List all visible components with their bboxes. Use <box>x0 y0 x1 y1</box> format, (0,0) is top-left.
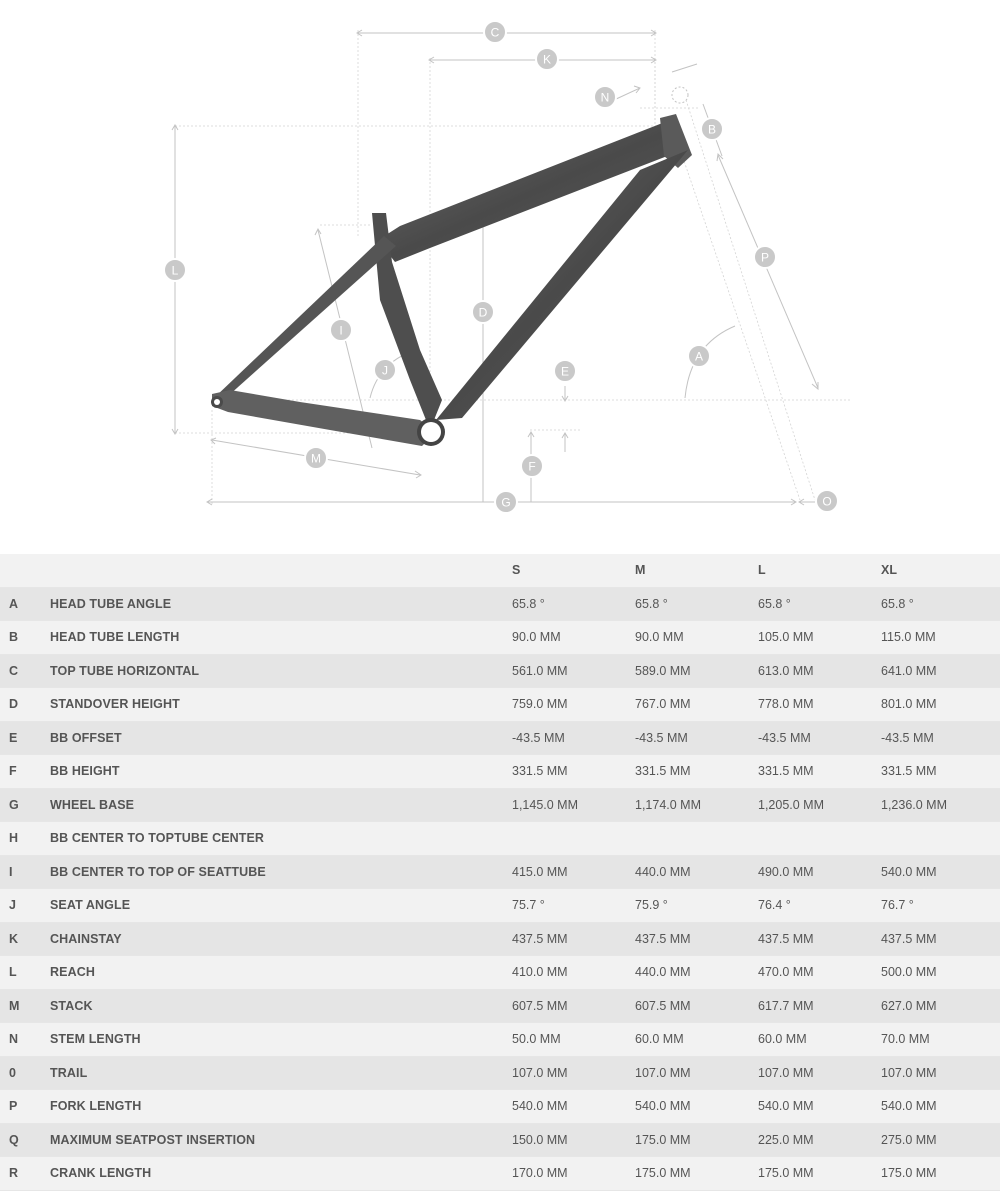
value-s: 540.0 MM <box>512 1099 568 1114</box>
value-m: 65.8 ° <box>635 596 668 611</box>
row-label: TOP TUBE HORIZONTAL <box>50 663 200 678</box>
size-header-l: L <box>758 563 766 578</box>
row-letter: K <box>9 931 19 946</box>
row-letter: L <box>9 965 17 980</box>
row-letter: M <box>9 998 20 1013</box>
construction-lines <box>175 30 850 505</box>
value-s: 415.0 MM <box>512 864 568 879</box>
table-row <box>0 990 1000 1024</box>
row-letter: F <box>9 764 17 779</box>
row-letter: I <box>9 864 13 879</box>
row-label: TRAIL <box>50 1065 88 1080</box>
value-xl: -43.5 MM <box>881 730 934 745</box>
marker-b <box>701 118 723 140</box>
marker-a <box>688 345 710 367</box>
svg-text:E: E <box>560 364 570 379</box>
svg-text:M: M <box>311 451 321 466</box>
value-l: 1,205.0 MM <box>758 797 825 812</box>
value-l: 225.0 MM <box>758 1132 814 1147</box>
svg-text:N: N <box>600 90 610 105</box>
marker-i <box>330 319 352 341</box>
svg-text:P: P <box>760 250 770 265</box>
value-xl: 275.0 MM <box>881 1132 937 1147</box>
svg-text:F: F <box>528 459 536 474</box>
row-label: STANDOVER HEIGHT <box>50 697 180 712</box>
table-row <box>0 1090 1000 1124</box>
row-label: SEAT ANGLE <box>50 898 131 913</box>
value-xl: 65.8 ° <box>881 596 914 611</box>
value-xl: 175.0 MM <box>881 1166 937 1181</box>
value-m: 60.0 MM <box>635 1032 684 1047</box>
table-row <box>0 655 1000 689</box>
table-row <box>0 856 1000 890</box>
value-m: 540.0 MM <box>635 1099 691 1114</box>
value-s: 331.5 MM <box>512 764 568 779</box>
value-l: 437.5 MM <box>758 931 814 946</box>
row-letter: A <box>9 596 19 611</box>
table-row <box>0 588 1000 622</box>
frame-geometry-diagram <box>0 0 1000 552</box>
value-l: 490.0 MM <box>758 864 814 879</box>
marker-m <box>164 259 186 281</box>
row-letter: B <box>9 630 19 645</box>
svg-text:O: O <box>822 494 832 509</box>
value-l: 65.8 ° <box>758 596 791 611</box>
row-label: BB HEIGHT <box>50 764 120 779</box>
row-letter: D <box>9 697 19 712</box>
value-xl: 107.0 MM <box>881 1065 937 1080</box>
row-letter: H <box>9 831 19 846</box>
bike-frame <box>211 114 692 446</box>
value-xl: 540.0 MM <box>881 1099 937 1114</box>
value-m: 331.5 MM <box>635 764 691 779</box>
value-xl: 331.5 MM <box>881 764 937 779</box>
value-l: 331.5 MM <box>758 764 814 779</box>
value-m: 90.0 MM <box>635 630 684 645</box>
marker-o <box>816 490 838 512</box>
row-label: CHAINSTAY <box>50 931 122 946</box>
value-xl: 801.0 MM <box>881 697 937 712</box>
row-label: FORK LENGTH <box>50 1099 142 1114</box>
value-xl: 437.5 MM <box>881 931 937 946</box>
row-label: MAXIMUM SEATPOST INSERTION <box>50 1132 256 1147</box>
svg-text:J: J <box>382 363 388 378</box>
value-m: 440.0 MM <box>635 864 691 879</box>
value-xl: 70.0 MM <box>881 1032 930 1047</box>
marker-d <box>472 301 494 323</box>
table-row <box>0 956 1000 990</box>
value-l: 613.0 MM <box>758 663 814 678</box>
marker-e <box>554 360 576 382</box>
marker-n <box>594 86 616 108</box>
value-xl: 500.0 MM <box>881 965 937 980</box>
marker-j <box>374 359 396 381</box>
value-s: 607.5 MM <box>512 998 568 1013</box>
value-l: -43.5 MM <box>758 730 811 745</box>
size-header-m: M <box>635 563 646 578</box>
row-label: HEAD TUBE ANGLE <box>50 596 172 611</box>
value-l: 107.0 MM <box>758 1065 814 1080</box>
row-label: STEM LENGTH <box>50 1032 141 1047</box>
value-s: 410.0 MM <box>512 965 568 980</box>
size-header-s: S <box>512 563 521 578</box>
value-m: 589.0 MM <box>635 663 691 678</box>
row-label: BB CENTER TO TOPTUBE CENTER <box>50 831 265 846</box>
value-s: 437.5 MM <box>512 931 568 946</box>
row-label: BB CENTER TO TOP OF SEATTUBE <box>50 864 266 879</box>
value-l: 60.0 MM <box>758 1032 807 1047</box>
svg-text:D: D <box>478 305 488 320</box>
value-s: 759.0 MM <box>512 697 568 712</box>
value-m: 767.0 MM <box>635 697 691 712</box>
geometry-table <box>0 554 1000 1191</box>
value-s: 561.0 MM <box>512 663 568 678</box>
marker-k <box>305 447 327 469</box>
dimension-lines <box>172 30 818 505</box>
value-l: 175.0 MM <box>758 1166 814 1181</box>
value-l: 778.0 MM <box>758 697 814 712</box>
row-label: WHEEL BASE <box>50 797 135 812</box>
row-letter: 0 <box>9 1065 16 1080</box>
svg-text:A: A <box>694 349 704 364</box>
value-xl: 627.0 MM <box>881 998 937 1013</box>
value-s: 1,145.0 MM <box>512 797 579 812</box>
value-s: 75.7 ° <box>512 898 545 913</box>
value-l: 105.0 MM <box>758 630 814 645</box>
value-xl: 1,236.0 MM <box>881 797 948 812</box>
marker-f <box>521 455 543 477</box>
value-s: -43.5 MM <box>512 730 565 745</box>
table-row <box>0 1157 1000 1191</box>
marker-p <box>754 246 776 268</box>
value-xl: 641.0 MM <box>881 663 937 678</box>
table-row <box>0 1057 1000 1091</box>
value-m: 175.0 MM <box>635 1132 691 1147</box>
dimension-markers <box>164 21 838 513</box>
row-letter: P <box>9 1099 18 1114</box>
value-s: 50.0 MM <box>512 1032 561 1047</box>
value-m: -43.5 MM <box>635 730 688 745</box>
value-s: 90.0 MM <box>512 630 561 645</box>
value-m: 437.5 MM <box>635 931 691 946</box>
row-letter: R <box>9 1166 19 1181</box>
value-l: 540.0 MM <box>758 1099 814 1114</box>
row-letter: G <box>9 797 19 812</box>
svg-text:B: B <box>707 122 717 137</box>
value-l: 617.7 MM <box>758 998 814 1013</box>
value-m: 607.5 MM <box>635 998 691 1013</box>
row-label: STACK <box>50 998 93 1013</box>
value-xl: 115.0 MM <box>881 630 936 645</box>
table-row <box>0 722 1000 756</box>
table-row <box>0 621 1000 655</box>
row-letter: E <box>9 730 18 745</box>
table-row <box>0 789 1000 823</box>
value-xl: 76.7 ° <box>881 898 914 913</box>
size-header-xl: XL <box>881 563 897 578</box>
table-row <box>0 688 1000 722</box>
row-label: REACH <box>50 965 95 980</box>
svg-text:G: G <box>501 495 511 510</box>
value-s: 65.8 ° <box>512 596 545 611</box>
svg-text:I: I <box>339 323 343 338</box>
marker-l <box>536 48 558 70</box>
value-m: 75.9 ° <box>635 898 668 913</box>
value-l: 76.4 ° <box>758 898 791 913</box>
svg-text:C: C <box>490 25 500 40</box>
table-row <box>0 923 1000 957</box>
row-label: CRANK LENGTH <box>50 1166 152 1181</box>
value-s: 150.0 MM <box>512 1132 568 1147</box>
marker-c <box>484 21 506 43</box>
value-m: 175.0 MM <box>635 1166 691 1181</box>
marker-g <box>495 491 517 513</box>
table-row <box>0 822 1000 856</box>
row-label: HEAD TUBE LENGTH <box>50 630 180 645</box>
table-row <box>0 755 1000 789</box>
row-letter: N <box>9 1032 19 1047</box>
row-letter: J <box>9 898 16 913</box>
row-letter: C <box>9 663 19 678</box>
svg-text:L: L <box>171 263 179 278</box>
value-l: 470.0 MM <box>758 965 814 980</box>
value-xl: 540.0 MM <box>881 864 937 879</box>
value-s: 107.0 MM <box>512 1065 568 1080</box>
row-letter: Q <box>9 1132 19 1147</box>
table-row <box>0 889 1000 923</box>
table-header <box>0 554 1000 588</box>
row-label: BB OFFSET <box>50 730 122 745</box>
table-row <box>0 1023 1000 1057</box>
value-m: 107.0 MM <box>635 1065 691 1080</box>
table-row <box>0 1124 1000 1158</box>
svg-text:K: K <box>542 52 552 67</box>
value-m: 440.0 MM <box>635 965 691 980</box>
value-m: 1,174.0 MM <box>635 797 702 812</box>
value-s: 170.0 MM <box>512 1166 568 1181</box>
